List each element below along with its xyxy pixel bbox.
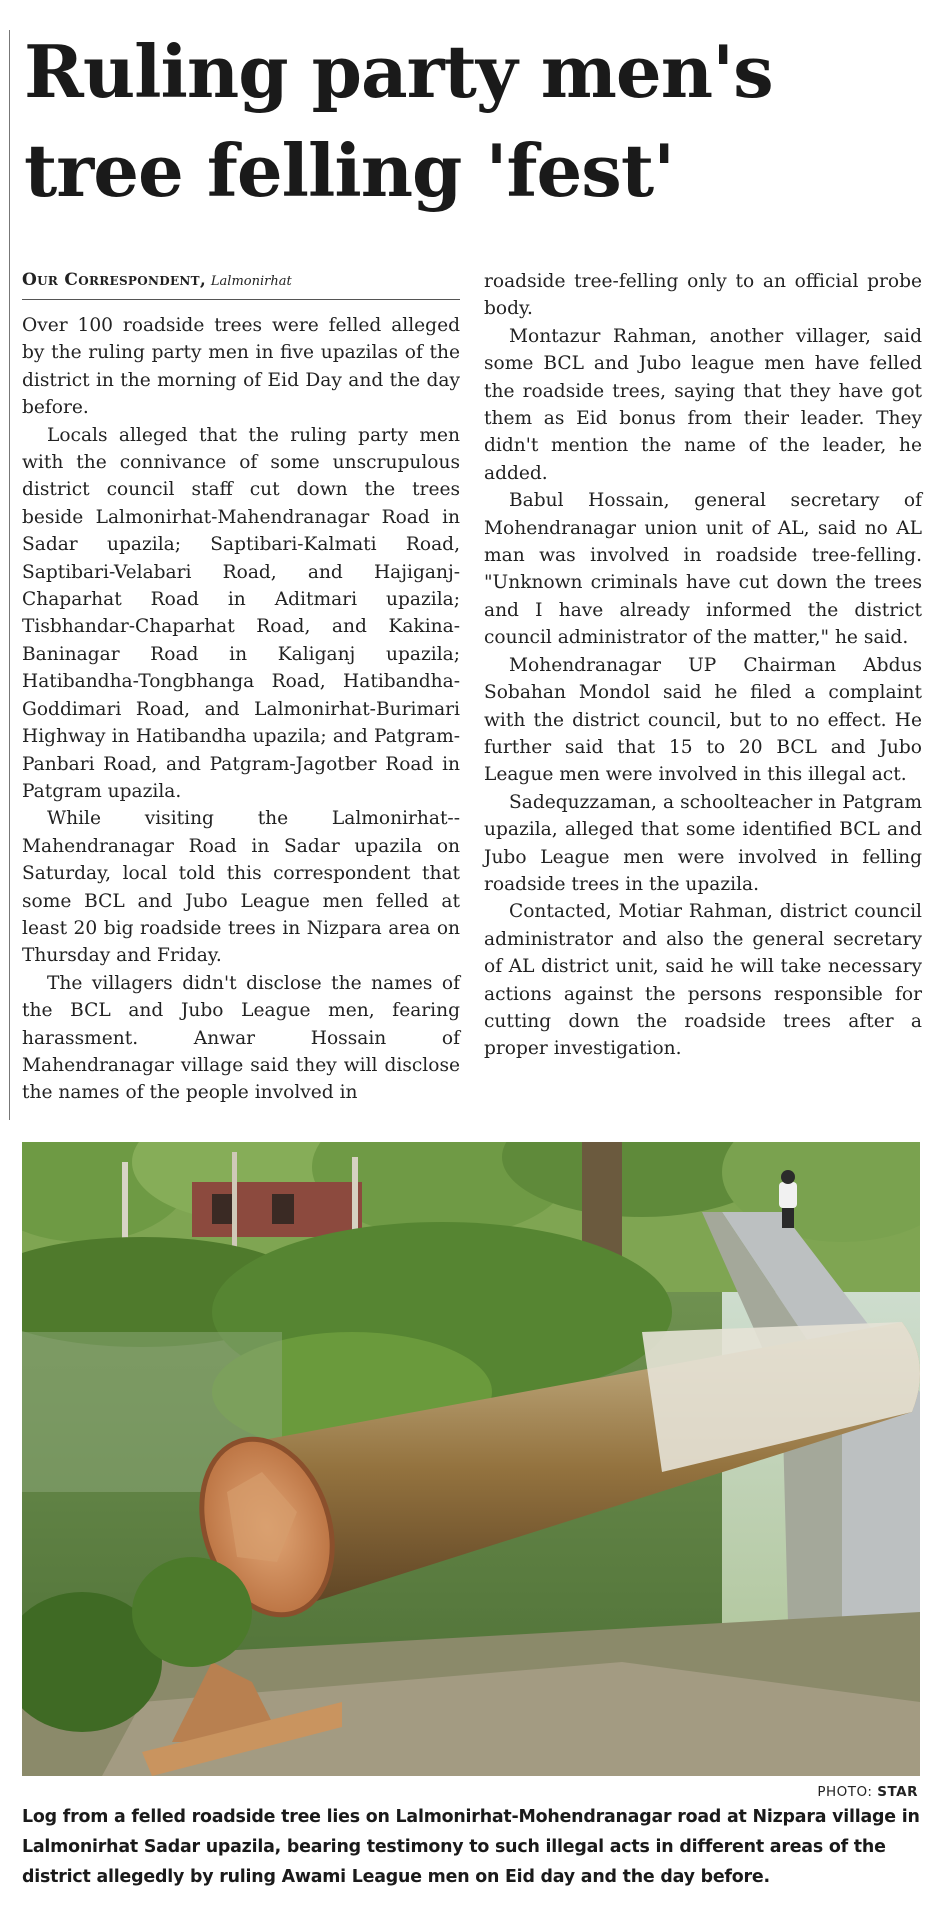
column-rule: [9, 30, 10, 1120]
paragraph: Locals alleged that the ruling party men with the connivance of some unscrupulous district council staff cut down the trees beside Lalmonirhat-Mahendranagar Road in Sadar upazila; Saptibari-Kalmati Road, Saptibari-Velabari Road, and Hajiganj-Chaparhat Road in Aditmari upazila; Tisbhandar-Chaparhat Road, and Kakina-Baninagar Road in Kaliganj upazila; Hatibandha-Tongbhanga Road, Hatibandha-Goddimari Road, and Lalmonirhat-Burimari Highway in Hatibandha upazila; and Patgram-Panbari Road, and Patgram-Jagotber Road in Patgram upazila.: [22, 424, 460, 802]
paragraph: The villagers didn't disclose the names of the BCL and Jubo League men, fearing harassment. Anwar Hossain of Mahendranagar village said they will disclose the names of the people involved in: [22, 972, 460, 1104]
paragraph: Sadequzzaman, a schoolteacher in Patgram upazila, alleged that some identified BCL and Jubo League men were involved in felling roadside trees in the upazila.: [484, 791, 922, 895]
paragraph: Montazur Rahman, another villager, said some BCL and Jubo league men have felled the roadside trees, saying that they have got them as Eid bonus from their leader. They didn't mention the name of the leader, he added.: [484, 325, 922, 484]
paragraph: Over 100 roadside trees were felled alleged by the ruling party men in five upazilas of the district in the morning of Eid Day and the day before.: [22, 315, 460, 419]
article-column-right: [484, 268, 922, 1063]
headline: Ruling party men's tree felling 'fest': [24, 29, 773, 213]
news-photo: [22, 1142, 920, 1776]
byline-name: Our Correspondent,: [22, 270, 207, 290]
photo-credit: [817, 1784, 918, 1800]
photo-caption: Log from a felled roadside tree lies on Lalmonirhat-Mohendranagar road at Nizpara village in Lalmonirhat Sadar upazila, bearing testimony to such illegal acts in different areas of the district allegedly by ruling Awami League men on Eid day and the day before.: [22, 1807, 920, 1887]
paragraph: Contacted, Motiar Rahman, district council administrator and also the general secretary of AL district unit, said he will take necessary actions against the persons responsible for cutting down the roadside trees after a proper investigation.: [484, 901, 922, 1060]
article-column-left: [22, 270, 460, 1107]
photo-credit-prefix: PHOTO:: [817, 1784, 873, 1800]
photo-credit-source: STAR: [877, 1784, 918, 1800]
paragraph: While visiting the Lalmonirhat--Mahendranagar Road in Sadar upazila on Saturday, local told this correspondent that some BCL and Jubo League men felled at least 20 big roadside trees in Nizpara area on Thursday and Friday.: [22, 808, 460, 967]
paragraph: Babul Hossain, general secretary of Mohendranagar union unit of AL, said no AL man was involved in roadside tree-felling. "Unknown criminals have cut down the trees and I have already informed the district council administrator of the matter," he said.: [484, 490, 922, 649]
paragraph: Mohendranagar UP Chairman Abdus Sobahan Mondol said he filed a complaint with the district council, but to no effect. He further said that 15 to 20 BCL and Jubo League men were involved in this illegal act.: [484, 654, 922, 786]
felled-log-photo: [22, 1142, 920, 1776]
byline: [22, 270, 460, 300]
byline-place: Lalmonirhat: [210, 274, 292, 289]
paragraph-continuation: roadside tree-felling only to an official probe body.: [484, 271, 922, 320]
